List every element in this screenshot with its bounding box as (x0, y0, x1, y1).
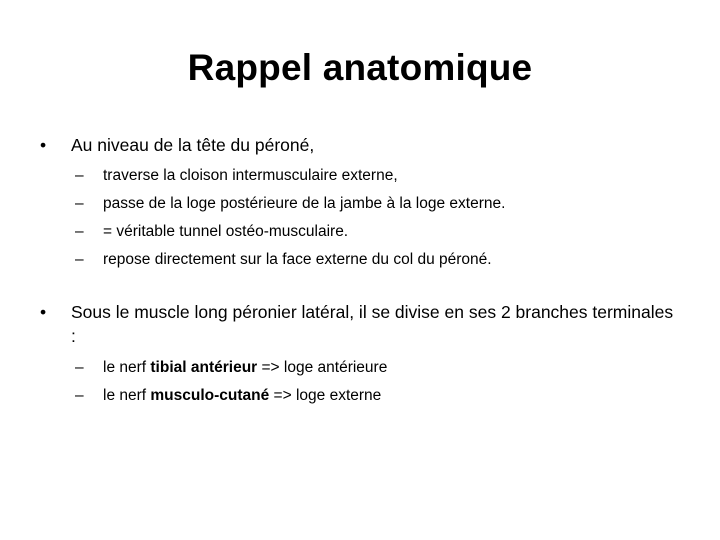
dash-marker: – (75, 251, 84, 268)
sub-item-text: = véritable tunnel ostéo-musculaire. (103, 223, 349, 240)
sub-item-suffix: => loge externe (269, 387, 382, 404)
sub-item-prefix: le nerf (103, 387, 151, 404)
sub-item (75, 192, 675, 216)
sub-item-text (103, 384, 675, 408)
sub-item (75, 384, 675, 408)
sub-item-prefix: le nerf (103, 359, 151, 376)
sub-item-text: traverse la cloison intermusculaire externe, (103, 167, 398, 184)
dash-marker: – (75, 387, 84, 404)
dash-marker: – (75, 359, 84, 376)
sub-item-suffix: => loge antérieure (257, 359, 388, 376)
sub-item-bold: musculo-cutané (150, 387, 270, 404)
sub-item (75, 164, 675, 188)
bullet-text: Sous le muscle long péronier latéral, il se divise en ses 2 branches terminales : (71, 302, 674, 346)
dash-marker: – (75, 167, 84, 184)
sub-item (75, 356, 675, 380)
dash-marker: – (75, 195, 84, 212)
sub-item-text: repose directement sur la face externe du col du péroné. (103, 251, 492, 268)
dash-marker: – (75, 223, 84, 240)
sub-item (75, 220, 675, 244)
sub-item (75, 248, 675, 272)
bullet-marker: • (40, 135, 47, 155)
bullet-item (40, 133, 680, 157)
sub-item-bold: tibial antérieur (150, 359, 258, 376)
bullet-item (40, 300, 680, 348)
bullet-marker: • (40, 302, 47, 322)
sub-item-text (103, 356, 675, 380)
bullet-text: Au niveau de la tête du péroné, (71, 135, 315, 155)
sub-item-text: passe de la loge postérieure de la jambe à la loge externe. (103, 195, 506, 212)
slide-title: Rappel anatomique (187, 47, 533, 88)
